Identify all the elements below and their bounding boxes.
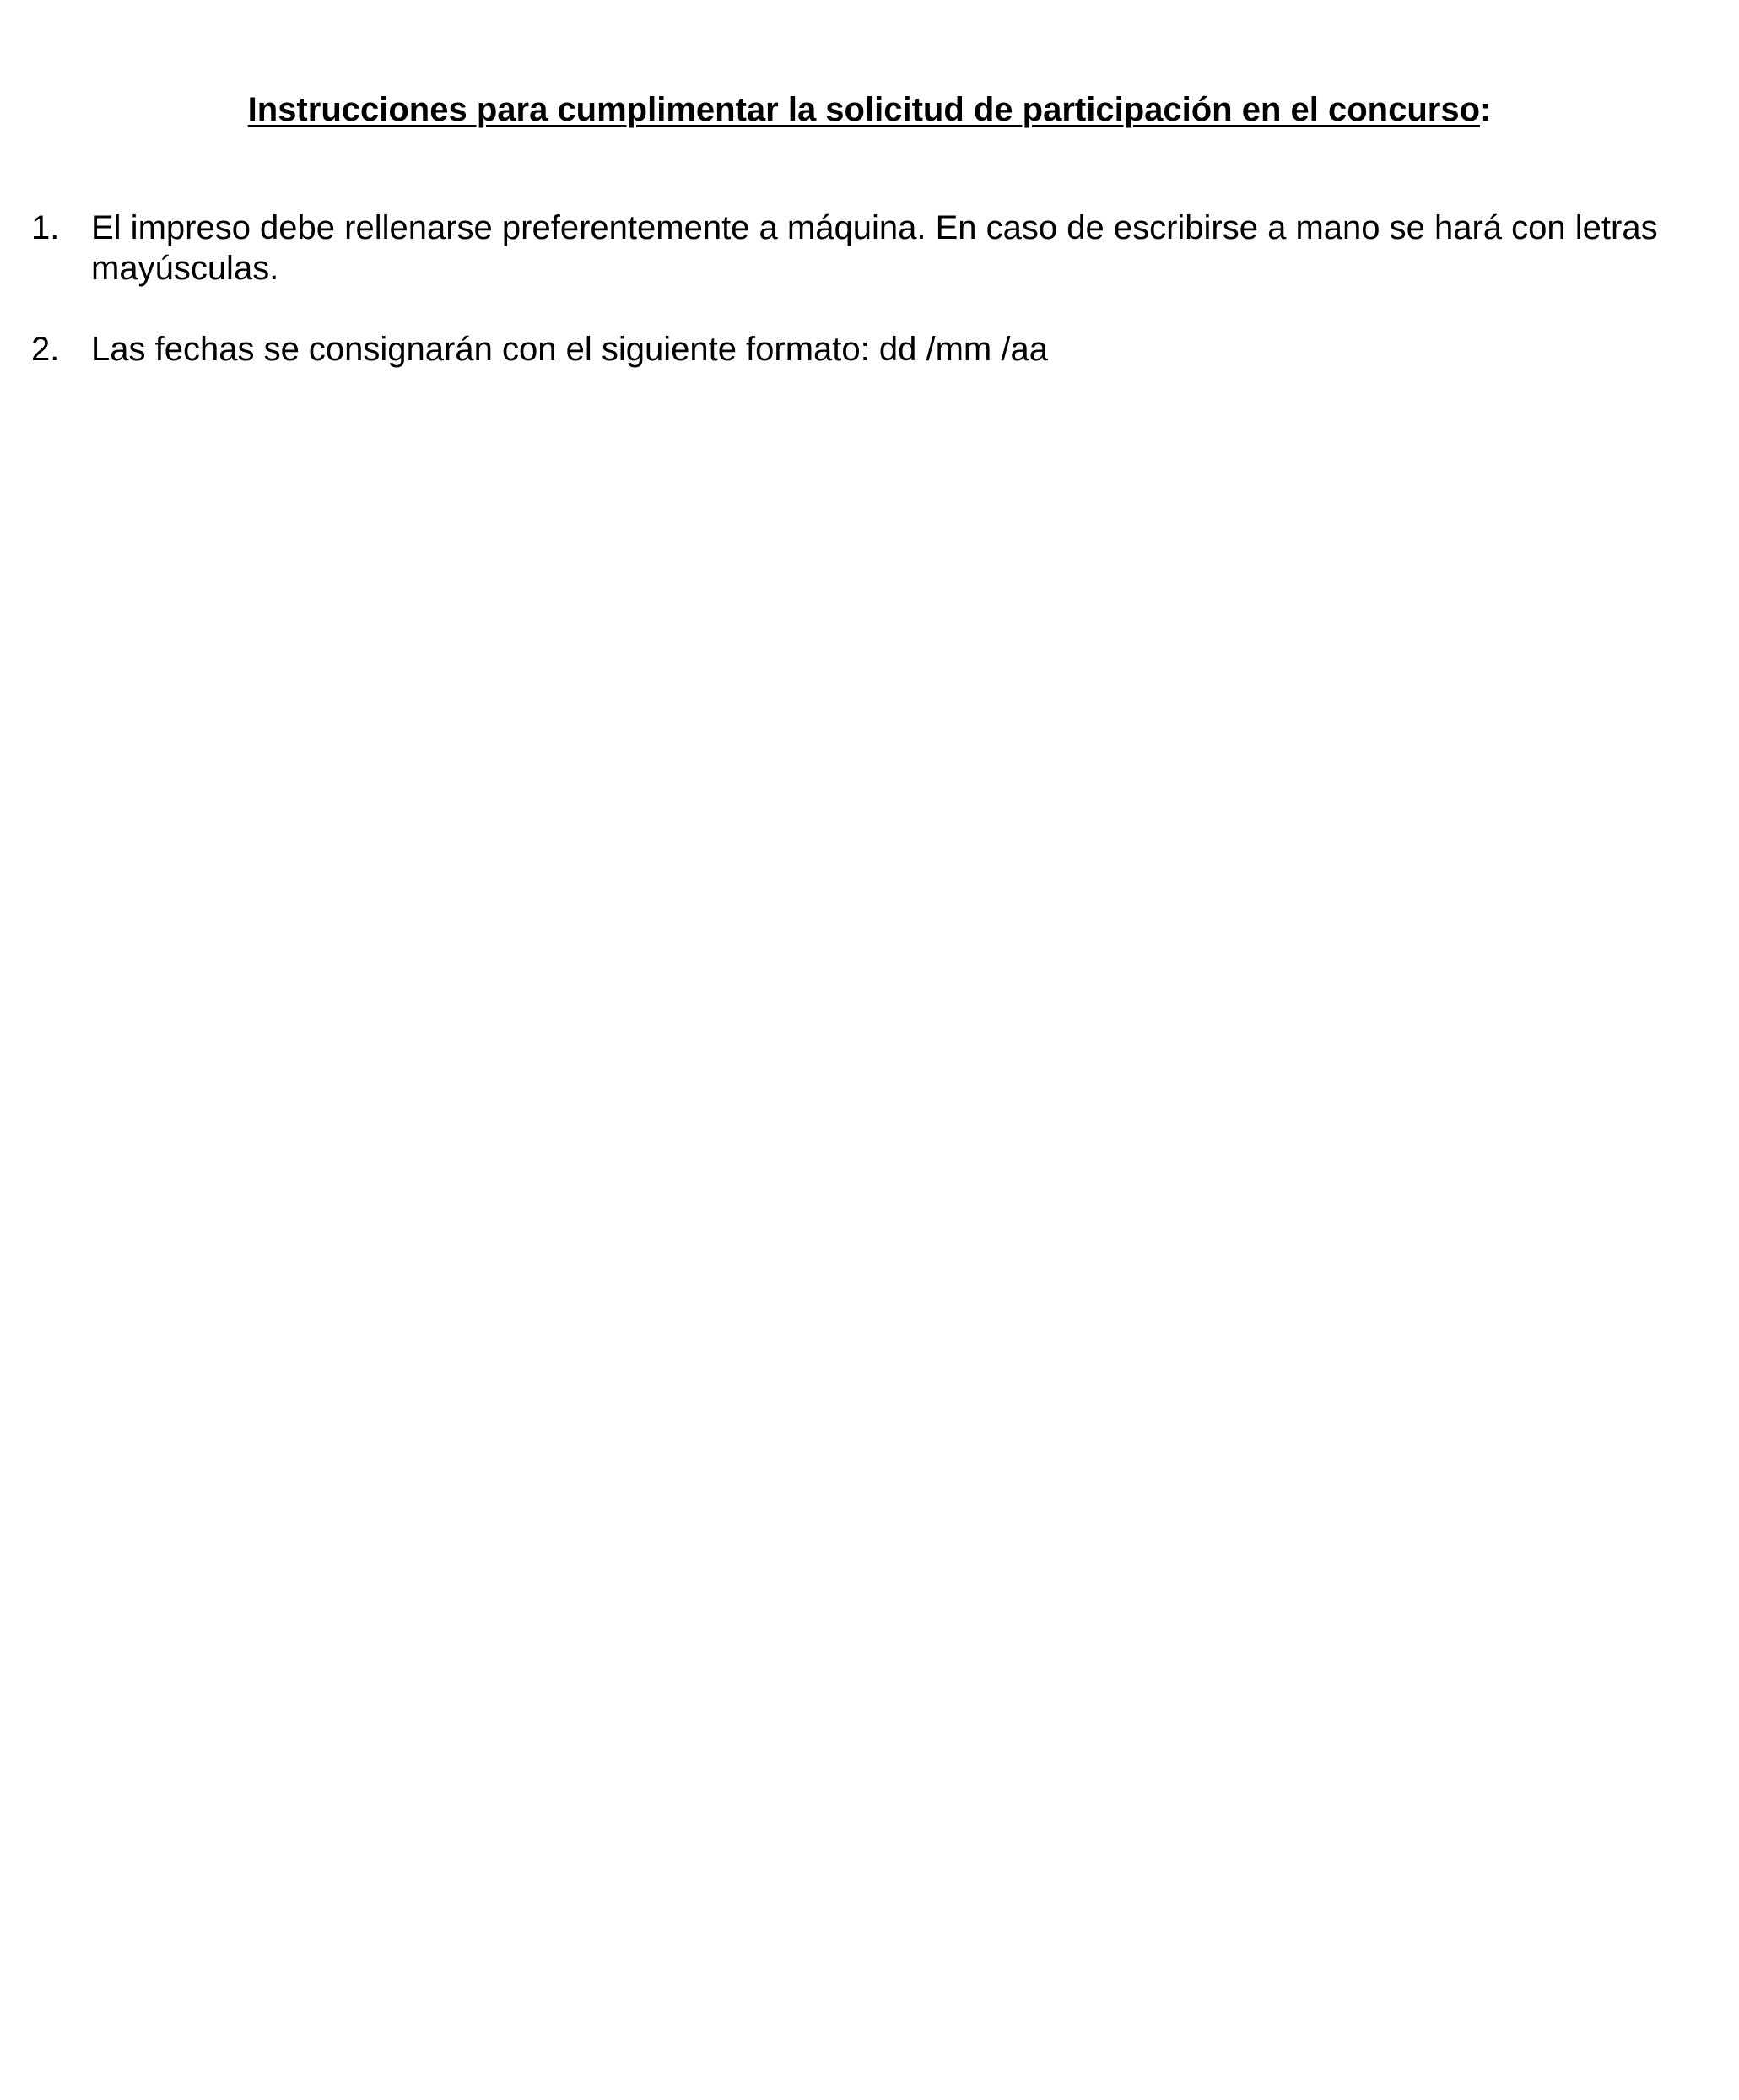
page-title bbox=[0, 88, 1739, 132]
list-item-number: 2. bbox=[31, 331, 60, 368]
list-item-text: El impreso debe rellenarse preferentemente a máquina. En caso de escribirse a mano se hará con letras mayúsculas. bbox=[91, 209, 1658, 287]
list-item-number: 1. bbox=[31, 209, 60, 246]
instructions-list bbox=[0, 208, 1739, 410]
list-item bbox=[0, 329, 1739, 370]
list-item bbox=[0, 208, 1739, 289]
list-item-text: Las fechas se consignarán con el siguiente formato: dd /mm /aa bbox=[91, 331, 1048, 368]
page-title-text: Instrucciones para cumplimentar la solicitud de participación en el concurso bbox=[247, 91, 1481, 128]
page-title-colon: : bbox=[1480, 91, 1492, 128]
